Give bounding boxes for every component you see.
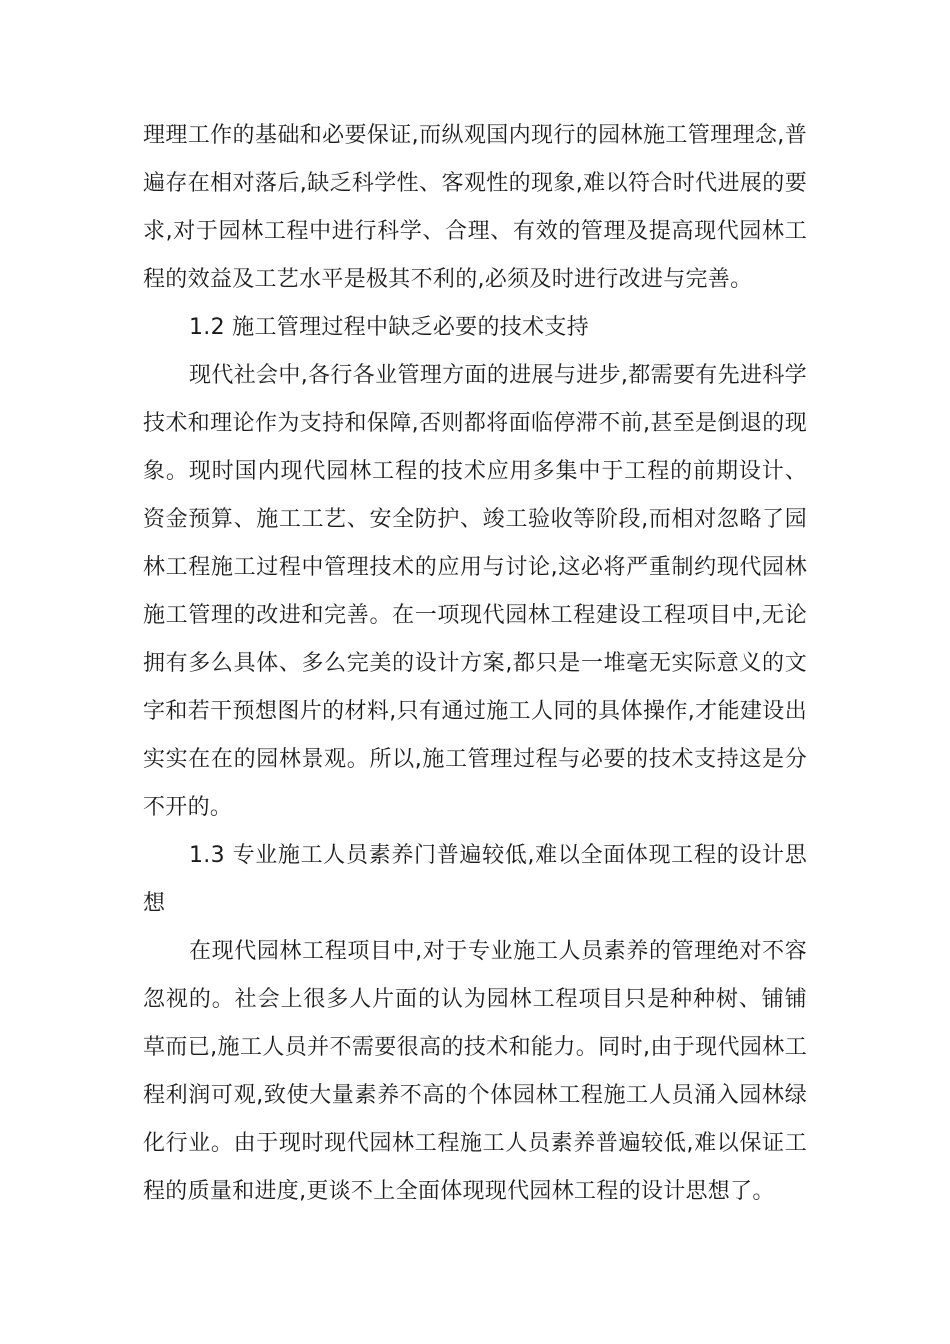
text-line: 现代社会中,各行各业管理方面的进展与进步,都需要有先进科学 <box>189 363 807 388</box>
section-heading <box>143 304 807 352</box>
section-heading <box>143 832 807 928</box>
body-paragraph <box>143 112 807 304</box>
text-line: 理理工作的基础和必要保证,而纵观国内现行的园林施工管理理念,普 <box>143 123 807 148</box>
text-line: 求,对于园林工程中进行科学、合理、有效的管理及提高现代园林工 <box>143 219 807 244</box>
text-line: 程的效益及工艺水平是极其不利的,必须及时进行改进与完善。 <box>143 267 753 292</box>
text-line: 化行业。由于现时现代园林工程施工人员素养普遍较低,难以保证工 <box>143 1131 807 1156</box>
heading-line: 1.3 专业施工人员素养门普遍较低,难以全面体现工程的设计思 <box>189 843 807 868</box>
text-line: 林工程施工过程中管理技术的应用与讨论,这必将严重制约现代园林 <box>143 555 807 580</box>
text-line: 实实在在的园林景观。所以,施工管理过程与必要的技术支持这是分 <box>143 747 807 772</box>
text-line: 施工管理的改进和完善。在一项现代园林工程建设工程项目中,无论 <box>143 603 807 628</box>
text-line: 程利润可观,致使大量素养不高的个体园林工程施工人员涌入园林绿 <box>143 1083 807 1108</box>
text-line: 不开的。 <box>143 795 233 820</box>
body-paragraph <box>143 928 807 1216</box>
text-line: 在现代园林工程项目中,对于专业施工人员素养的管理绝对不容 <box>189 939 807 964</box>
text-line: 程的质量和进度,更谈不上全面体现现代园林工程的设计思想了。 <box>143 1179 775 1204</box>
heading-line: 想 <box>143 891 166 916</box>
text-line: 草而已,施工人员并不需要很高的技术和能力。同时,由于现代园林工 <box>143 1035 807 1060</box>
text-line: 拥有多么具体、多么完美的设计方案,都只是一堆毫无实际意义的文 <box>143 651 807 676</box>
text-line: 忽视的。社会上很多人片面的认为园林工程项目只是种种树、铺铺 <box>143 987 807 1012</box>
text-line: 字和若干预想图片的材料,只有通过施工人同的具体操作,才能建设出 <box>143 699 807 724</box>
text-line: 技术和理论作为支持和保障,否则都将面临停滞不前,甚至是倒退的现 <box>143 411 807 436</box>
heading-line: 1.2 施工管理过程中缺乏必要的技术支持 <box>189 315 589 340</box>
text-line: 象。现时国内现代园林工程的技术应用多集中于工程的前期设计、 <box>143 459 807 484</box>
text-line: 遍存在相对落后,缺乏科学性、客观性的现象,难以符合时代进展的要 <box>143 171 807 196</box>
text-line: 资金预算、施工工艺、安全防护、竣工验收等阶段,而相对忽略了园 <box>143 507 807 532</box>
body-paragraph <box>143 352 807 832</box>
document-body <box>143 112 807 1216</box>
